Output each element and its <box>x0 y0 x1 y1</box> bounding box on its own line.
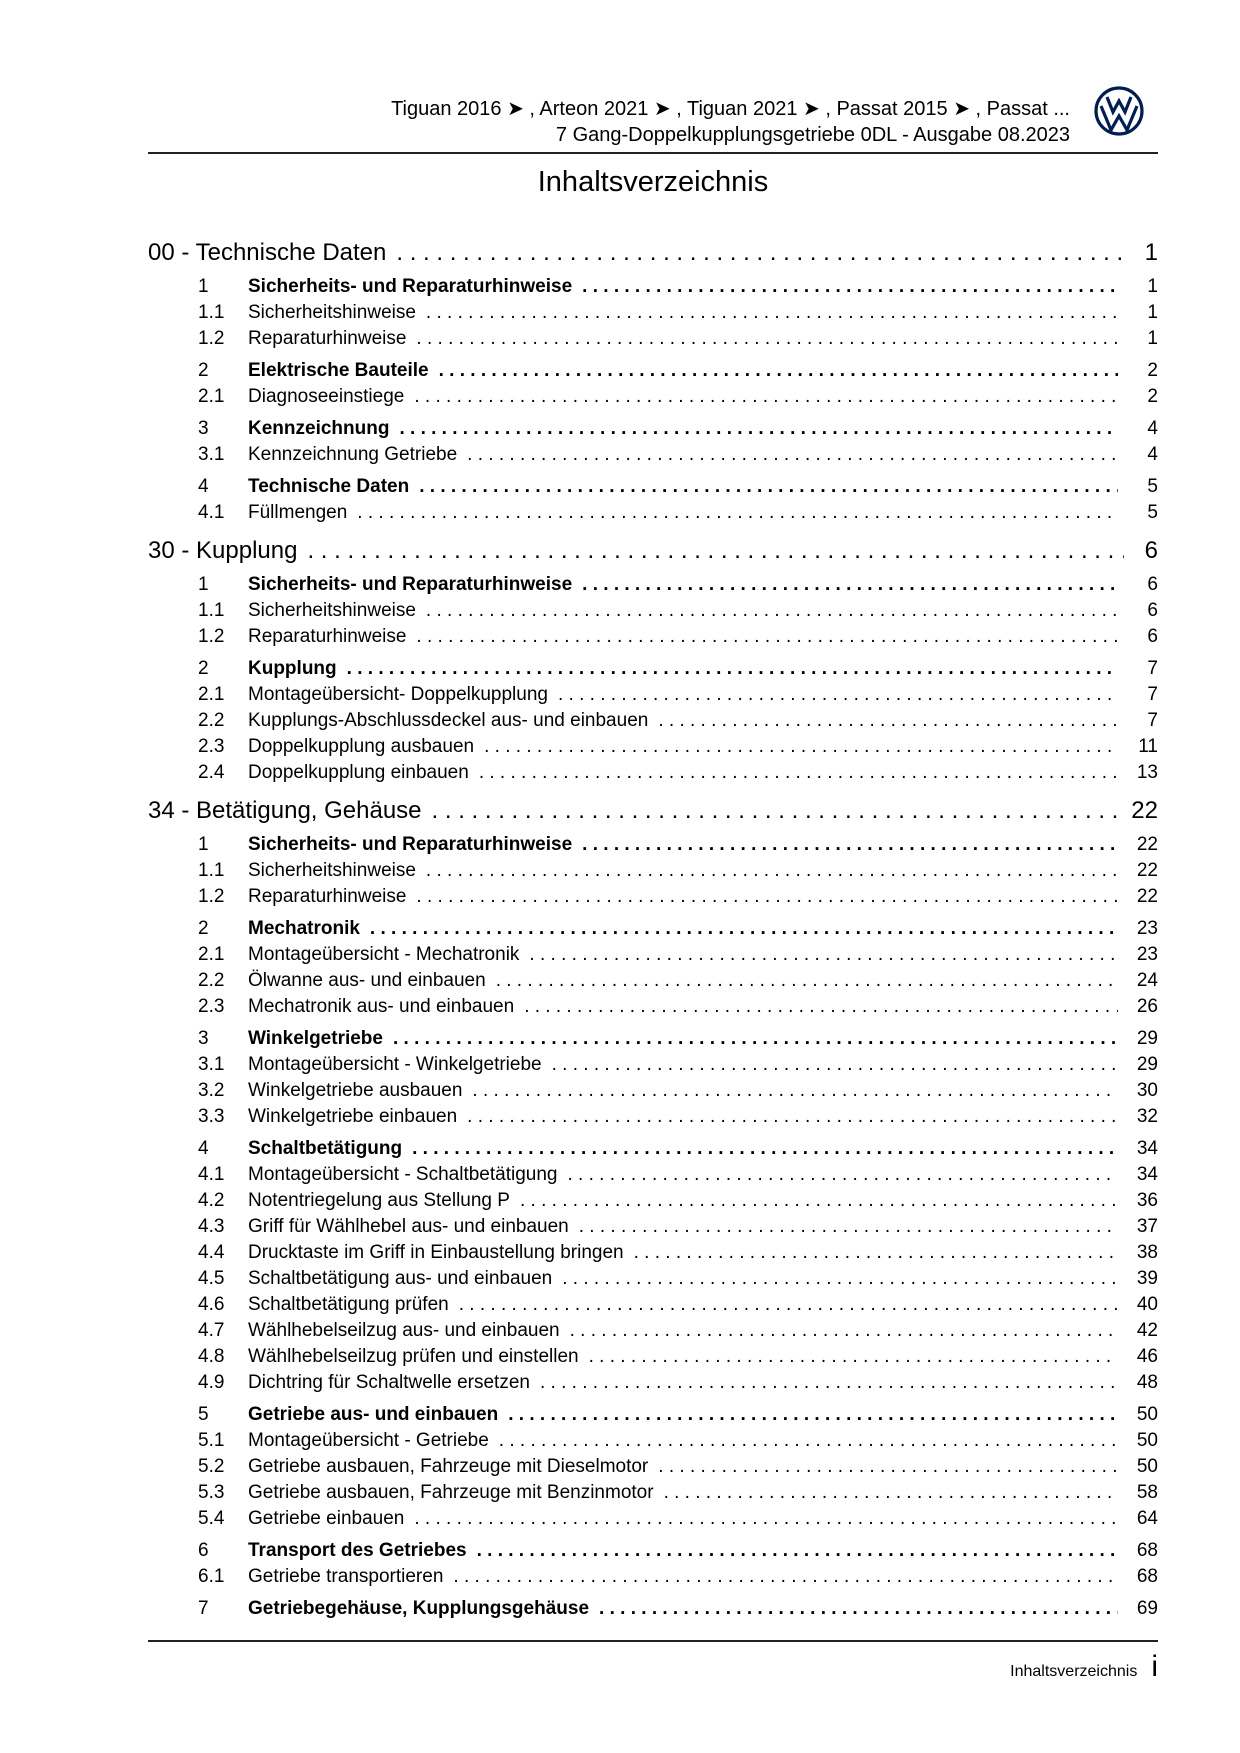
dot-leader <box>648 1454 1118 1480</box>
dot-leader <box>297 536 1124 566</box>
entry-title: Winkelgetriebe einbauen <box>248 1106 458 1127</box>
entry-title: 00 - Technische Daten <box>148 239 387 266</box>
entry-number: 2.1 <box>198 386 225 407</box>
entry-title: Getriebe einbauen <box>248 1508 405 1529</box>
entry-number: 2.2 <box>198 970 225 991</box>
toc-chapter-group <box>148 796 1158 1622</box>
entry-page-number: 68 <box>1136 1566 1158 1587</box>
entry-number: 4.1 <box>198 1164 225 1185</box>
entry-title: Elektrische Bauteile <box>248 360 429 381</box>
entry-number: 2.3 <box>198 996 225 1017</box>
toc-section-entry[interactable] <box>148 474 1158 500</box>
dot-leader <box>457 1104 1118 1130</box>
entry-number: 4.1 <box>198 502 225 523</box>
dot-leader <box>402 1136 1118 1162</box>
entry-page-number: 48 <box>1136 1372 1158 1393</box>
entry-title: Getriebe ausbauen, Fahrzeuge mit Benzinmotor <box>248 1482 654 1503</box>
toc-subsection-entry[interactable] <box>148 624 1158 650</box>
toc-subsection-entry[interactable] <box>148 858 1158 884</box>
entry-page-number: 24 <box>1136 970 1158 991</box>
dot-leader <box>474 734 1118 760</box>
entry-title: Montageübersicht- Doppelkupplung <box>248 684 548 705</box>
entry-page-number: 6 <box>1147 574 1158 595</box>
dot-leader <box>389 416 1118 442</box>
entry-number: 4.6 <box>198 1294 225 1315</box>
entry-page-number: 11 <box>1138 736 1158 757</box>
entry-page-number: 26 <box>1136 996 1158 1017</box>
toc-subsection-entry[interactable] <box>148 760 1158 786</box>
toc-subsection-entry[interactable] <box>148 942 1158 968</box>
dot-leader <box>530 1370 1118 1396</box>
toc-subsection-entry[interactable] <box>148 326 1158 352</box>
dot-leader <box>489 1428 1118 1454</box>
entry-page-number: 22 <box>1136 860 1158 881</box>
entry-page-number: 68 <box>1136 1540 1158 1561</box>
entry-page-number: 50 <box>1136 1456 1158 1477</box>
toc-subsection-entry[interactable] <box>148 1292 1158 1318</box>
toc-subsection-entry[interactable] <box>148 1428 1158 1454</box>
toc-section-entry[interactable] <box>148 358 1158 384</box>
entry-title: Transport des Getriebes <box>248 1540 467 1561</box>
toc-subsection-entry[interactable] <box>148 1104 1158 1130</box>
entry-title: Montageübersicht - Mechatronik <box>248 944 520 965</box>
entry-page-number: 5 <box>1147 476 1158 497</box>
entry-title: Kupplung <box>248 658 337 679</box>
dot-leader <box>469 760 1118 786</box>
entry-page-number: 1 <box>1147 302 1158 323</box>
entry-title: Sicherheits- und Reparaturhinweise <box>248 276 573 297</box>
entry-page-number: 7 <box>1147 684 1158 705</box>
toc-subsection-entry[interactable] <box>148 1318 1158 1344</box>
entry-number: 3.3 <box>198 1106 225 1127</box>
toc-chapter-entry[interactable] <box>148 536 1158 566</box>
entry-number: 4.4 <box>198 1242 225 1263</box>
entry-page-number: 34 <box>1136 1138 1158 1159</box>
footer-divider <box>148 1640 1158 1642</box>
toc-subsection-entry[interactable] <box>148 1454 1158 1480</box>
toc-section-entry[interactable] <box>148 274 1158 300</box>
toc-section-entry[interactable] <box>148 916 1158 942</box>
entry-title: Winkelgetriebe ausbauen <box>248 1080 463 1101</box>
entry-title: Reparaturhinweise <box>248 886 407 907</box>
entry-page-number: 23 <box>1136 944 1158 965</box>
entry-number: 2.1 <box>198 684 225 705</box>
entry-title: Doppelkupplung ausbauen <box>248 736 475 757</box>
entry-title: Sicherheitshinweise <box>248 860 416 881</box>
dot-leader <box>449 1292 1118 1318</box>
page-title: Inhaltsverzeichnis <box>537 166 769 198</box>
dot-leader <box>519 942 1118 968</box>
entry-number: 5.2 <box>198 1456 225 1477</box>
entry-number: 1.1 <box>198 302 225 323</box>
dot-leader <box>510 1188 1118 1214</box>
entry-page-number: 42 <box>1136 1320 1158 1341</box>
entry-number: 2.2 <box>198 710 225 731</box>
dot-leader <box>486 968 1118 994</box>
entry-page-number: 29 <box>1136 1028 1158 1049</box>
entry-number: 2 <box>198 360 209 381</box>
table-of-contents <box>148 236 1158 1632</box>
entry-page-number: 58 <box>1136 1482 1158 1503</box>
toc-section-entry[interactable] <box>148 832 1158 858</box>
entry-page-number: 46 <box>1136 1346 1158 1367</box>
entry-number: 2.3 <box>198 736 225 757</box>
entry-number: 2.4 <box>198 762 225 783</box>
dot-leader <box>457 442 1118 468</box>
toc-section-entry[interactable] <box>148 1136 1158 1162</box>
entry-page-number: 1 <box>1147 328 1158 349</box>
dot-leader <box>337 656 1118 682</box>
entry-number: 4.7 <box>198 1320 225 1341</box>
dot-leader <box>404 1506 1118 1532</box>
entry-title: Montageübersicht - Getriebe <box>248 1430 489 1451</box>
entry-title: Sicherheitshinweise <box>248 600 416 621</box>
entry-number: 1.1 <box>198 860 225 881</box>
entry-page-number: 22 <box>1136 886 1158 907</box>
entry-number: 3 <box>198 418 209 439</box>
toc-chapter-entry[interactable] <box>148 796 1158 826</box>
entry-number: 1 <box>198 574 209 595</box>
entry-page-number: 13 <box>1136 762 1158 783</box>
footer-label: Inhaltsverzeichnis <box>1010 1663 1138 1680</box>
toc-chapter-entry[interactable] <box>148 238 1158 268</box>
toc-subsection-entry[interactable] <box>148 300 1158 326</box>
dot-leader <box>654 1480 1118 1506</box>
dot-leader <box>572 274 1118 300</box>
header-manual-title: 7 Gang-Doppelkupplungsgetriebe 0DL - Ausgabe 08.2023 <box>555 124 1070 146</box>
toc-subsection-entry[interactable] <box>148 598 1158 624</box>
entry-page-number: 5 <box>1147 502 1158 523</box>
toc-subsection-entry[interactable] <box>148 1480 1158 1506</box>
entry-page-number: 37 <box>1136 1216 1158 1237</box>
entry-title: 30 - Kupplung <box>148 537 298 564</box>
entry-number: 4.3 <box>198 1216 225 1237</box>
dot-leader <box>572 832 1118 858</box>
entry-number: 3.1 <box>198 1054 225 1075</box>
dot-leader <box>406 884 1118 910</box>
entry-title: Notentriegelung aus Stellung P <box>248 1190 510 1211</box>
entry-number: 5.3 <box>198 1482 225 1503</box>
entry-title: Diagnoseeinstiege <box>248 386 405 407</box>
entry-page-number: 6 <box>1147 600 1158 621</box>
dot-leader <box>360 916 1118 942</box>
entry-number: 6 <box>198 1540 209 1561</box>
dot-leader <box>409 474 1118 500</box>
dot-leader <box>422 796 1124 826</box>
entry-title: Kennzeichnung <box>248 418 390 439</box>
entry-number: 1.2 <box>198 886 225 907</box>
toc-subsection-entry[interactable] <box>148 1370 1158 1396</box>
dot-leader <box>386 238 1124 268</box>
dot-leader <box>416 858 1118 884</box>
dot-leader <box>542 1052 1118 1078</box>
toc-chapter-group <box>148 536 1158 786</box>
entry-title: Kennzeichnung Getriebe <box>248 444 458 465</box>
toc-subsection-entry[interactable] <box>148 442 1158 468</box>
dot-leader <box>648 708 1118 734</box>
entry-page-number: 50 <box>1136 1430 1158 1451</box>
entry-page-number: 6 <box>1144 537 1158 564</box>
dot-leader <box>429 358 1118 384</box>
entry-page-number: 22 <box>1136 834 1158 855</box>
entry-page-number: 29 <box>1136 1054 1158 1075</box>
entry-page-number: 38 <box>1136 1242 1158 1263</box>
dot-leader <box>406 326 1118 352</box>
entry-page-number: 2 <box>1147 360 1158 381</box>
entry-page-number: 64 <box>1136 1508 1158 1529</box>
dot-leader <box>548 682 1118 708</box>
entry-number: 4 <box>198 1138 209 1159</box>
toc-subsection-entry[interactable] <box>148 1344 1158 1370</box>
entry-number: 4 <box>198 476 209 497</box>
entry-page-number: 1 <box>1144 239 1158 266</box>
dot-leader <box>552 1266 1118 1292</box>
entry-title: Sicherheits- und Reparaturhinweise <box>248 834 573 855</box>
toc-section-entry[interactable] <box>148 1596 1158 1622</box>
entry-page-number: 50 <box>1136 1404 1158 1425</box>
document-footer <box>148 1650 1158 1684</box>
entry-page-number: 4 <box>1147 444 1158 465</box>
toc-subsection-entry[interactable] <box>148 682 1158 708</box>
toc-subsection-entry[interactable] <box>148 884 1158 910</box>
entry-page-number: 32 <box>1136 1106 1158 1127</box>
entry-number: 1.1 <box>198 600 225 621</box>
entry-title: Montageübersicht - Schaltbetätigung <box>248 1164 558 1185</box>
toc-chapter-group <box>148 238 1158 526</box>
footer-page-number: i <box>1151 1650 1158 1683</box>
dot-leader <box>589 1596 1118 1622</box>
entry-page-number: 30 <box>1136 1080 1158 1101</box>
entry-title: 34 - Betätigung, Gehäuse <box>148 797 422 824</box>
entry-title: Schaltbetätigung <box>248 1138 403 1159</box>
entry-title: Reparaturhinweise <box>248 328 407 349</box>
entry-title: Ölwanne aus- und einbauen <box>248 970 486 991</box>
dot-leader <box>443 1564 1118 1590</box>
entry-number: 4.9 <box>198 1372 225 1393</box>
toc-subsection-entry[interactable] <box>148 1506 1158 1532</box>
entry-number: 4.2 <box>198 1190 225 1211</box>
entry-title: Griff für Wählhebel aus- und einbauen <box>248 1216 569 1237</box>
dot-leader <box>569 1214 1118 1240</box>
toc-subsection-entry[interactable] <box>148 1564 1158 1590</box>
entry-number: 3.1 <box>198 444 225 465</box>
entry-title: Dichtring für Schaltwelle ersetzen <box>248 1372 530 1393</box>
entry-title: Wählhebelseilzug aus- und einbauen <box>248 1320 560 1341</box>
dot-leader <box>467 1538 1118 1564</box>
entry-title: Montageübersicht - Winkelgetriebe <box>248 1054 542 1075</box>
entry-page-number: 22 <box>1131 797 1158 824</box>
dot-leader <box>579 1344 1118 1370</box>
toc-subsection-entry[interactable] <box>148 1214 1158 1240</box>
entry-number: 3.2 <box>198 1080 225 1101</box>
entry-number: 3 <box>198 1028 209 1049</box>
entry-page-number: 1 <box>1147 276 1158 297</box>
entry-page-number: 40 <box>1136 1294 1158 1315</box>
entry-page-number: 39 <box>1136 1268 1158 1289</box>
entry-title: Sicherheitshinweise <box>248 302 416 323</box>
entry-number: 1 <box>198 276 209 297</box>
toc-subsection-entry[interactable] <box>148 1078 1158 1104</box>
header-divider <box>148 152 1158 154</box>
toc-section-entry[interactable] <box>148 1026 1158 1052</box>
toc-section-entry[interactable] <box>148 416 1158 442</box>
toc-subsection-entry[interactable] <box>148 384 1158 410</box>
entry-title: Mechatronik <box>248 918 360 939</box>
document-header <box>148 96 1070 148</box>
entry-number: 1 <box>198 834 209 855</box>
toc-subsection-entry[interactable] <box>148 1188 1158 1214</box>
entry-number: 4.5 <box>198 1268 225 1289</box>
entry-title: Winkelgetriebe <box>248 1028 383 1049</box>
dot-leader <box>560 1318 1118 1344</box>
entry-number: 2 <box>198 918 209 939</box>
entry-title: Doppelkupplung einbauen <box>248 762 469 783</box>
vw-logo-icon <box>1094 86 1144 136</box>
dot-leader <box>462 1078 1118 1104</box>
entry-number: 2.1 <box>198 944 225 965</box>
dot-leader <box>498 1402 1118 1428</box>
dot-leader <box>514 994 1118 1020</box>
entry-number: 5.4 <box>198 1508 225 1529</box>
dot-leader <box>416 300 1118 326</box>
entry-page-number: 7 <box>1147 710 1158 731</box>
toc-subsection-entry[interactable] <box>148 994 1158 1020</box>
entry-title: Technische Daten <box>248 476 410 497</box>
entry-page-number: 4 <box>1147 418 1158 439</box>
entry-number: 1.2 <box>198 328 225 349</box>
toc-section-entry[interactable] <box>148 572 1158 598</box>
entry-title: Sicherheits- und Reparaturhinweise <box>248 574 573 595</box>
entry-page-number: 7 <box>1147 658 1158 679</box>
entry-number: 5.1 <box>198 1430 225 1451</box>
entry-page-number: 69 <box>1136 1598 1158 1619</box>
toc-subsection-entry[interactable] <box>148 500 1158 526</box>
dot-leader <box>572 572 1118 598</box>
dot-leader <box>347 500 1118 526</box>
entry-page-number: 2 <box>1147 386 1158 407</box>
toc-subsection-entry[interactable] <box>148 734 1158 760</box>
entry-title: Kupplungs-Abschlussdeckel aus- und einbauen <box>248 710 649 731</box>
entry-number: 7 <box>198 1598 209 1619</box>
toc-subsection-entry[interactable] <box>148 708 1158 734</box>
entry-page-number: 6 <box>1147 626 1158 647</box>
dot-leader <box>416 598 1118 624</box>
entry-title: Füllmengen <box>248 502 348 523</box>
entry-title: Getriebe ausbauen, Fahrzeuge mit Dieselmotor <box>248 1456 649 1477</box>
entry-number: 2 <box>198 658 209 679</box>
toc-subsection-entry[interactable] <box>148 968 1158 994</box>
entry-title: Mechatronik aus- und einbauen <box>248 996 515 1017</box>
dot-leader <box>624 1240 1118 1266</box>
entry-page-number: 36 <box>1136 1190 1158 1211</box>
entry-number: 5 <box>198 1404 209 1425</box>
entry-title: Getriebe aus- und einbauen <box>248 1404 499 1425</box>
entry-number: 4.8 <box>198 1346 225 1367</box>
entry-number: 1.2 <box>198 626 225 647</box>
entry-page-number: 34 <box>1136 1164 1158 1185</box>
entry-title: Schaltbetätigung prüfen <box>248 1294 449 1315</box>
toc-subsection-entry[interactable] <box>148 1052 1158 1078</box>
entry-title: Schaltbetätigung aus- und einbauen <box>248 1268 553 1289</box>
toc-subsection-entry[interactable] <box>148 1240 1158 1266</box>
toc-subsection-entry[interactable] <box>148 1162 1158 1188</box>
entry-title: Getriebe transportieren <box>248 1566 444 1587</box>
toc-section-entry[interactable] <box>148 1538 1158 1564</box>
entry-title: Reparaturhinweise <box>248 626 407 647</box>
entry-number: 6.1 <box>198 1566 225 1587</box>
entry-page-number: 23 <box>1136 918 1158 939</box>
toc-subsection-entry[interactable] <box>148 1266 1158 1292</box>
dot-leader <box>557 1162 1118 1188</box>
entry-title: Wählhebelseilzug prüfen und einstellen <box>248 1346 579 1367</box>
header-vehicle-models: Tiguan 2016 ➤ , Arteon 2021 ➤ , Tiguan 2021 ➤ , Passat 2015 ➤ , Passat ... <box>391 98 1070 120</box>
dot-leader <box>404 384 1118 410</box>
dot-leader <box>383 1026 1118 1052</box>
dot-leader <box>406 624 1118 650</box>
toc-section-entry[interactable] <box>148 656 1158 682</box>
entry-title: Drucktaste im Griff in Einbaustellung bringen <box>248 1242 624 1263</box>
entry-title: Getriebegehäuse, Kupplungsgehäuse <box>248 1598 590 1619</box>
toc-section-entry[interactable] <box>148 1402 1158 1428</box>
